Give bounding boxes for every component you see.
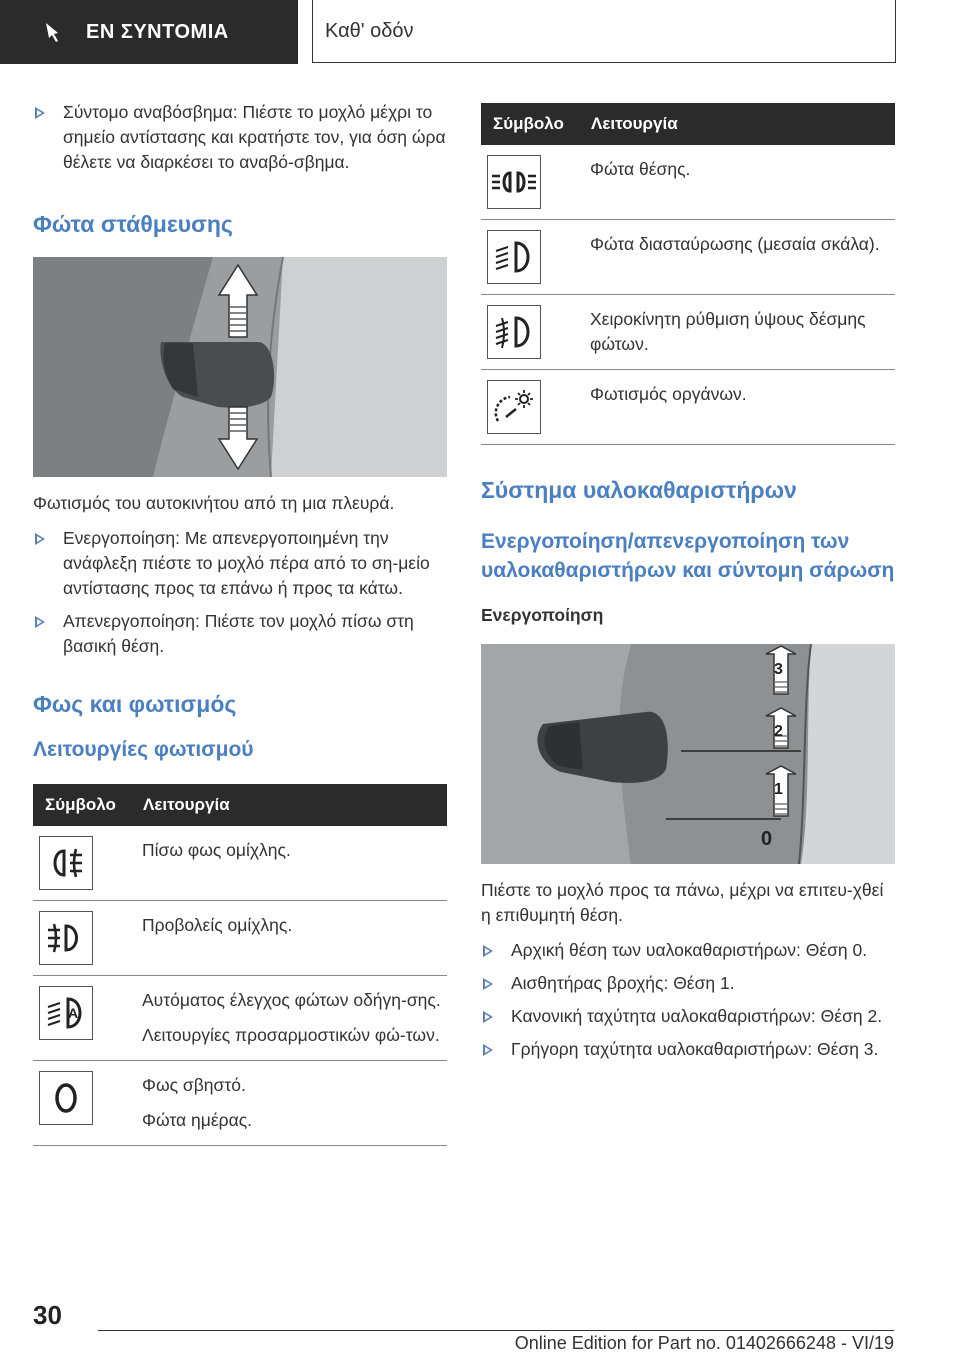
table-header-row [33,784,447,826]
function-text: Προβολείς ομίχλης. [142,915,293,935]
table-row [481,295,895,370]
rear-fog-light-icon [39,836,93,890]
column-header-symbol: Σύμβολο [33,784,142,826]
section-tab-label: ΕΝ ΣΥΝΤΟΜΙΑ [86,20,229,43]
arrow-icon [44,21,66,43]
lighting-functions-table [33,784,447,1146]
section-heading: Φως και φωτισμός [33,691,237,717]
function-text: Λειτουργίες προσαρμοστικών φώ-των. [142,1025,440,1045]
table-row [481,145,895,220]
section-heading: Σύστημα υαλοκαθαριστήρων [481,477,797,503]
function-text: Φως σβηστό. [142,1075,246,1095]
position-label-2: 2 [774,723,783,740]
function-text: Χειροκίνητη ρύθμιση ύψους δέσμης φώτων. [590,309,866,354]
right-column [481,103,895,1070]
auto-headlight-icon [39,986,93,1040]
subsection-heading: Ενεργοποίηση/απενεργοποίηση των υαλοκαθαριστήρων και σύντομη σάρωση [481,530,895,582]
list-item: Αισθητήρας βροχής: Θέση 1. [481,971,895,996]
list-item: Γρήγορη ταχύτητα υαλοκαθαριστήρων: Θέση 3. [481,1037,895,1062]
instrument-lighting-icon [487,380,541,434]
chapter-title: Καθ' οδόν [325,19,414,42]
wiper-lever-photo [481,644,895,864]
photo-caption: Πιέστε το μοχλό προς τα πάνω, μέχρι να επιτευ-χθεί η επιθυμητή θέση. [481,880,884,925]
triangle-bullet-icon [35,107,45,119]
function-text: Αυτόματος έλεγχος φώτων οδήγη-σης. [142,990,441,1010]
position-label-3: 3 [774,661,783,678]
footer-divider [98,1330,894,1331]
table-row [33,976,447,1061]
section-heading: Φώτα στάθμευσης [33,211,233,237]
function-text: Φώτα διασταύρωσης (μεσαία σκάλα). [590,234,880,254]
front-fog-light-icon [39,911,93,965]
parking-light-photo [33,257,447,477]
list-item: Ενεργοποίηση: Με απενεργοποιημένη την ανάφλεξη πιέστε το μοχλό πέρα από το ση-μείο αντίστασης προς τα επάνω ή προς τα κάτω. [33,526,447,601]
lights-off-icon [39,1071,93,1125]
table-row [481,220,895,295]
table-row [33,1061,447,1146]
lighting-functions-table-continued [481,103,895,445]
subsection-heading: Λειτουργίες φωτισμού [33,738,254,761]
page-number: 30 [33,1300,62,1330]
triangle-bullet-icon [483,1011,493,1023]
section-tab[interactable] [0,0,298,64]
position-label-0: 0 [761,828,773,850]
table-row [481,370,895,445]
photo-caption: Φωτισμός του αυτοκινήτου από τη μια πλευρά. [33,493,395,513]
chapter-header [312,0,896,63]
column-header-symbol: Σύμβολο [481,103,590,145]
low-beam-icon [487,230,541,284]
column-header-function: Λειτουργία [590,103,895,145]
column-header-function: Λειτουργία [142,784,447,826]
list-item: Κανονική ταχύτητα υαλοκαθαριστήρων: Θέση 2. [481,1004,895,1029]
table-row [33,826,447,901]
function-text: Φώτα ημέρας. [142,1110,253,1130]
parking-light-icon [487,155,541,209]
svg-text:A: A [67,1005,79,1021]
function-text: Φωτισμός οργάνων. [590,384,747,404]
function-text: Πίσω φως ομίχλης. [142,840,291,860]
triangle-bullet-icon [35,616,45,628]
left-column [33,100,447,1146]
list-item: Αρχική θέση των υαλοκαθαριστήρων: Θέση 0. [481,938,895,963]
position-label-1: 1 [774,781,783,798]
edition-text: Online Edition for Part no. 01402666248 - VI/19 [514,1333,894,1353]
triangle-bullet-icon [483,978,493,990]
function-text: Φώτα θέσης. [590,159,691,179]
list-item: Απενεργοποίηση: Πιέστε τον μοχλό πίσω στη βασική θέση. [33,609,447,659]
triangle-bullet-icon [35,533,45,545]
activation-heading: Ενεργοποίηση [481,605,604,625]
triangle-bullet-icon [483,1044,493,1056]
table-row [33,901,447,976]
triangle-bullet-icon [483,945,493,957]
table-header-row [481,103,895,145]
headlight-range-icon [487,305,541,359]
list-item: Σύντομο αναβόσβημα: Πιέστε το μοχλό μέχρι το σημείο αντίστασης και κρατήστε τον, για όση ώρα θέλετε να διαρκέσει το αναβό-σβημα. [33,100,463,175]
